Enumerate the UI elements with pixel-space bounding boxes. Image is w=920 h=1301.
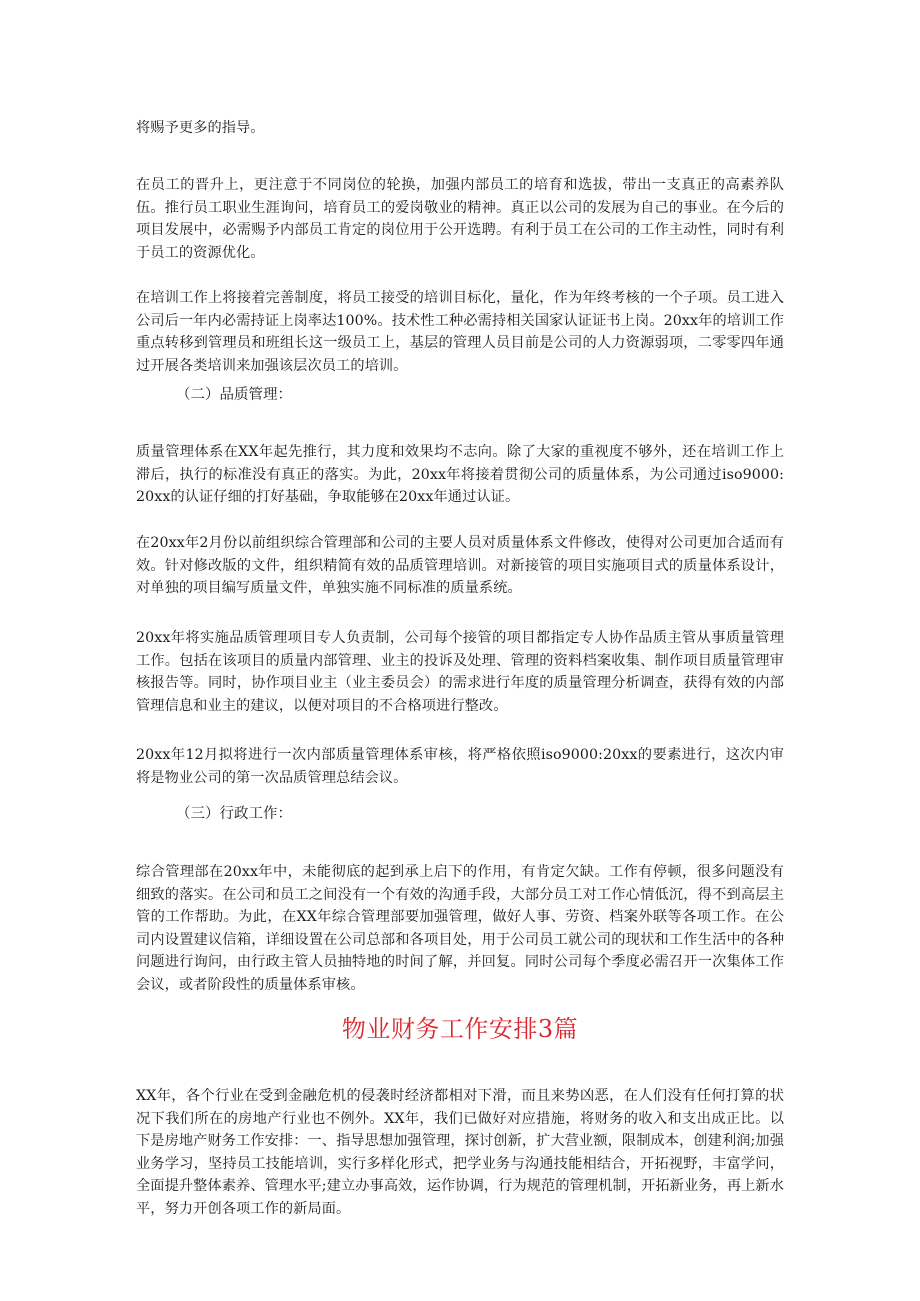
paragraph-guidance: 将赐予更多的指导。 xyxy=(136,120,265,136)
paragraph-internal-audit: 20xx年12月拟将进行一次内部质量管理体系审核，将严格依照iso9000:20xx的要素进行，这次内审将是物业公司的第一次品质管理总结会议。 xyxy=(136,747,784,786)
section-heading-admin: （三）行政工作： xyxy=(176,806,292,822)
section-heading-quality: （二）品质管理： xyxy=(176,387,292,403)
paragraph-document-revision: 在20xx年2月份以前组织综合管理部和公司的主要人员对质量体系文件修改，使得对公司更加合适而有效。针对修改版的文件，组织精简有效的品质管理培训。对新接管的项目实施项目式的质量体系设计，对单独的项目编写质量文件，单独实施不同标准的质量系统。 xyxy=(136,535,784,597)
paragraph-responsibility: 20xx年将实施品质管理项目专人负责制，公司每个接管的项目都指定专人协作品质主管从事质量管理工作。包括在该项目的质量内部管理、业主的投诉及处理、管理的资料档案收集、制作项目质量管理审核报告等。同时，协作项目业主（业主委员会）的需求进行年度的质量管理分析调查，获得有效的内部管理信息和业主的建议，以便对项目的不合格项进行整改。 xyxy=(136,630,784,714)
paragraph-promotion: 在员工的晋升上，更注意于不同岗位的轮换，加强内部员工的培育和选拔，带出一支真正的高素养队伍。推行员工职业生涯询问，培育员工的爱岗敬业的精神。真正以公司的发展为自己的事业。在今后的项目发展中，必需赐予内部员工肯定的岗位用于公开选聘。有利于员工在公司的工作主动性，同时有利于员工的资源优化。 xyxy=(136,177,784,261)
article-title: 物业财务工作安排3篇 xyxy=(341,1015,579,1043)
paragraph-admin-work: 综合管理部在20xx年中，未能彻底的起到承上启下的作用，有肯定欠缺。工作有停顿，很多问题没有细致的落实。在公司和员工之间没有一个有效的沟通手段，大部分员工对工作心情低沉，得不到高层主管的工作帮助。为此，在XX年综合管理部要加强管理，做好人事、劳资、档案外联等各项工作。在公司内设置建议信箱，详细设置在公司总部和各项目处，用于公司员工就公司的现状和工作生活中的各种问题进行询问，由行政主管人员抽特地的时间了解，并回复。同时公司每个季度必需召开一次集体工作会议，或者阶段性的质量体系审核。 xyxy=(136,864,784,993)
paragraph-quality-system: 质量管理体系在XX年起先推行，其力度和效果均不志向。除了大家的重视度不够外，还在培训工作上滞后，执行的标准没有真正的落实。为此，20xx年将接着贯彻公司的质量体系，为公司通过iso9000:20xx的认证仔细的打好基础，争取能够在20xx年通过认证。 xyxy=(136,444,784,506)
paragraph-training: 在培训工作上将接着完善制度，将员工接受的培训目标化，量化，作为年终考核的一个子项。员工进入公司后一年内必需持证上岗率达100%。技术性工种必需持相关国家认证证书上岗。20xx年的培训工作重点转移到管理员和班组长这一级员工上，基层的管理人员目前是公司的人力资源弱项，二零零四年通过开展各类培训来加强该层次员工的培训。 xyxy=(136,290,784,374)
paragraph-finance-plan: XX年，各个行业在受到金融危机的侵袭时经济都相对下滑，而且来势凶恶，在人们没有任何打算的状况下我们所在的房地产行业也不例外。XX年，我们已做好对应措施，将财务的收入和支出成正比。以下是房地产财务工作安排：一、指导思想加强管理，探讨创新，扩大营业额，限制成本，创建利润;加强业务学习，坚持员工技能培训，实行多样化形式，把学业务与沟通技能相结合，开拓视野，丰富学问，全面提升整体素养、管理水平;建立办事高效，运作协调，行为规范的管理机制，开拓新业务，再上新水平，努力开创各项工作的新局面。 xyxy=(136,1088,784,1217)
